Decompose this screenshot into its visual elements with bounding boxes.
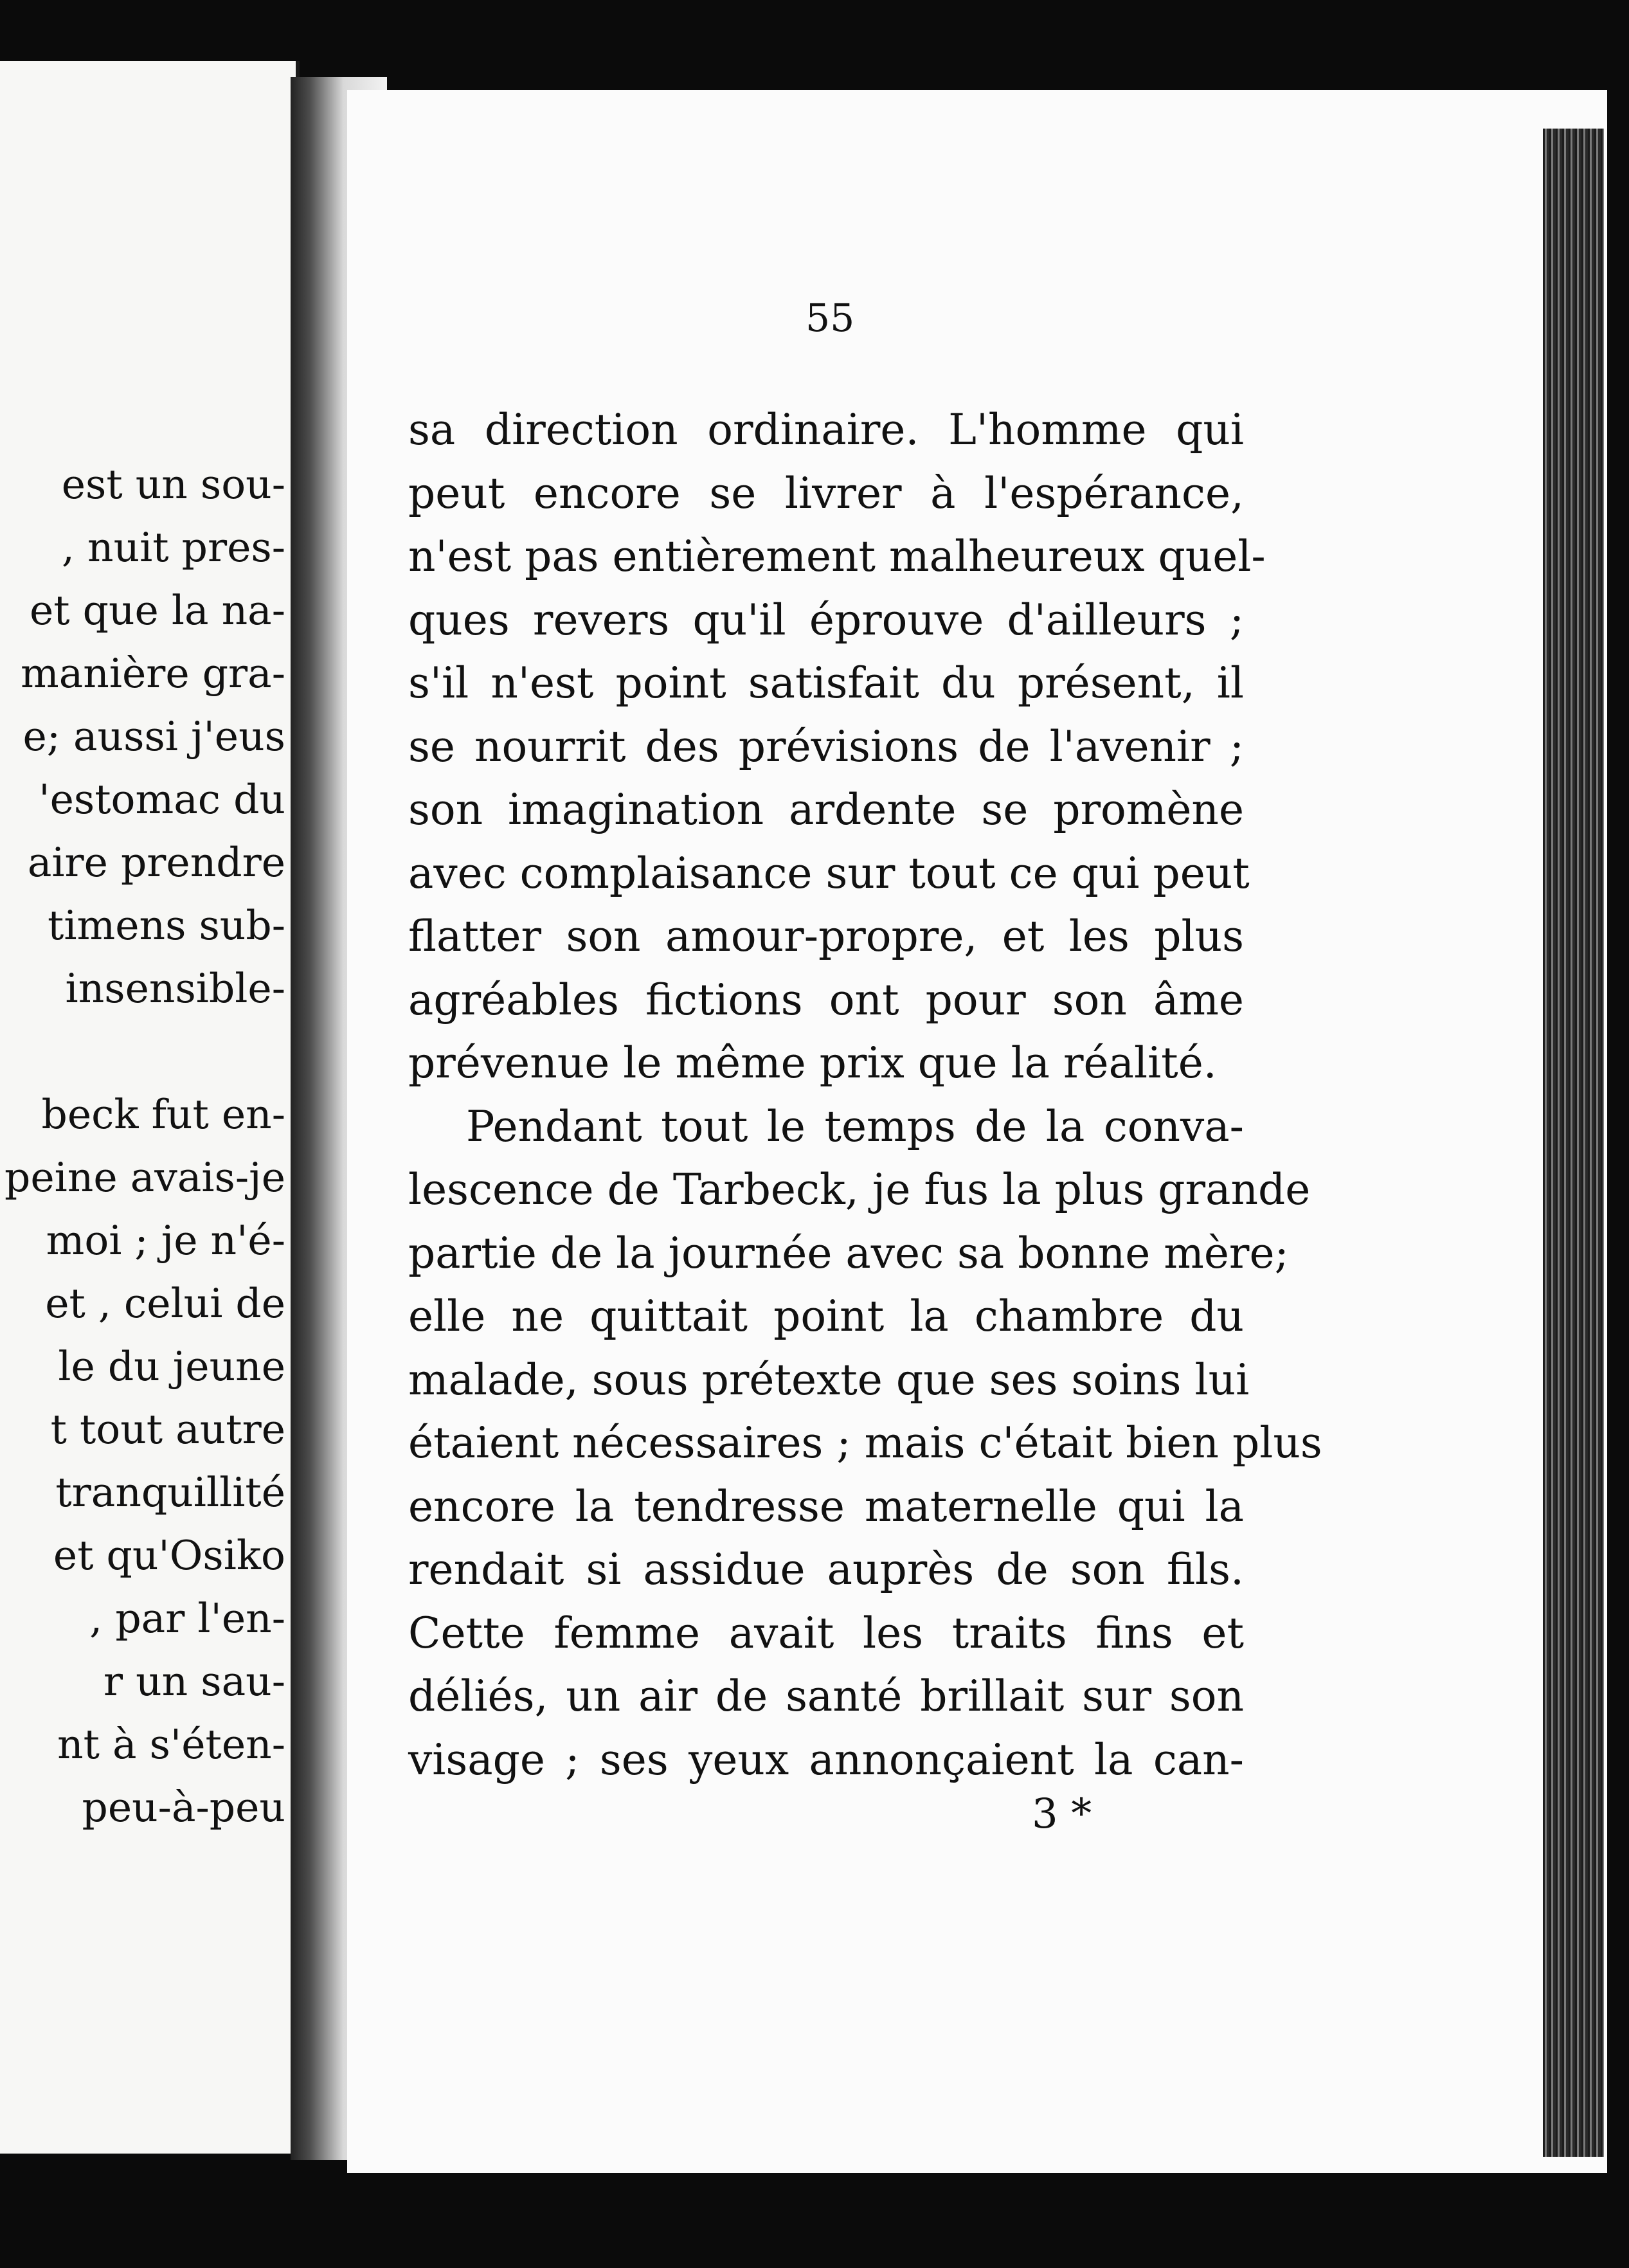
page-edge: [1543, 129, 1604, 2157]
text-line: Pendant tout le temps de la conva-: [466, 1101, 1244, 1151]
text-line: flatter son amour-propre, et les plus: [408, 912, 1244, 961]
text-line: nt à s'éten-: [57, 1721, 285, 1768]
right-page-text: [408, 399, 1322, 1792]
text-line: et que la na-: [30, 587, 285, 634]
text-line: le du jeune: [58, 1343, 285, 1390]
text-line: e; aussi j'eus: [22, 713, 285, 760]
text-line: ques revers qu'il éprouve d'ailleurs ;: [408, 595, 1244, 645]
left-page: [0, 61, 300, 2154]
text-line: , par l'en-: [89, 1595, 285, 1642]
text-line: partie de la journée avec sa bonne mère;: [408, 1228, 1289, 1278]
text-line: manière gra-: [20, 650, 285, 697]
text-line: s'il n'est point satisfait du présent, il: [408, 658, 1244, 708]
text-line: sa direction ordinaire. L'homme qui: [408, 405, 1244, 455]
text-line: moi ; je n'é-: [46, 1217, 285, 1264]
text-line: Cette femme avait les traits fins et: [408, 1608, 1244, 1658]
text-line: visage ; ses yeux annonçaient la can-: [408, 1734, 1244, 1785]
text-line: peine avais-je: [4, 1154, 285, 1201]
text-line: aire prendre: [27, 839, 285, 886]
text-line: timens sub-: [48, 902, 285, 949]
text-line: étaient nécessaires ; mais c'était bien plus: [408, 1418, 1322, 1468]
text-line: est un sou-: [61, 461, 285, 508]
text-line: son imagination ardente se promène: [408, 785, 1244, 834]
text-line: [4, 1020, 285, 1083]
text-line: et qu'Osiko: [53, 1532, 285, 1579]
text-line: et , celui de: [45, 1280, 285, 1327]
text-line: rendait si assidue auprès de son fils.: [408, 1545, 1244, 1594]
text-line: agréables fictions ont pour son âme: [408, 975, 1244, 1025]
text-line: insensible-: [65, 965, 285, 1012]
text-line: beck fut en-: [41, 1091, 285, 1138]
left-page-text: [4, 453, 285, 1839]
text-line: 'estomac du: [39, 776, 285, 823]
text-line: peut encore se livrer à l'espérance,: [408, 468, 1244, 518]
signature-mark: 3 *: [1032, 1790, 1092, 1838]
text-line: prévenue le même prix que la réalité.: [408, 1038, 1217, 1088]
text-line: avec complaisance sur tout ce qui peut: [408, 848, 1250, 898]
text-line: lescence de Tarbeck, je fus la plus grande: [408, 1165, 1311, 1214]
text-line: tranquillité: [55, 1469, 285, 1516]
text-line: r un sau-: [103, 1658, 285, 1705]
text-line: n'est pas entièrement malheureux quel-: [408, 532, 1266, 581]
text-line: t tout autre: [50, 1406, 285, 1453]
text-line: se nourrit des prévisions de l'avenir ;: [408, 721, 1244, 771]
text-line: malade, sous prétexte que ses soins lui: [408, 1354, 1250, 1405]
text-line: encore la tendresse maternelle qui la: [408, 1481, 1244, 1531]
text-line: , nuit pres-: [61, 524, 285, 571]
page-number: 55: [806, 296, 855, 341]
text-line: elle ne quittait point la chambre du: [408, 1292, 1244, 1341]
text-line: peu-à-peu: [82, 1784, 285, 1831]
text-line: déliés, un air de santé brillait sur son: [408, 1671, 1244, 1721]
